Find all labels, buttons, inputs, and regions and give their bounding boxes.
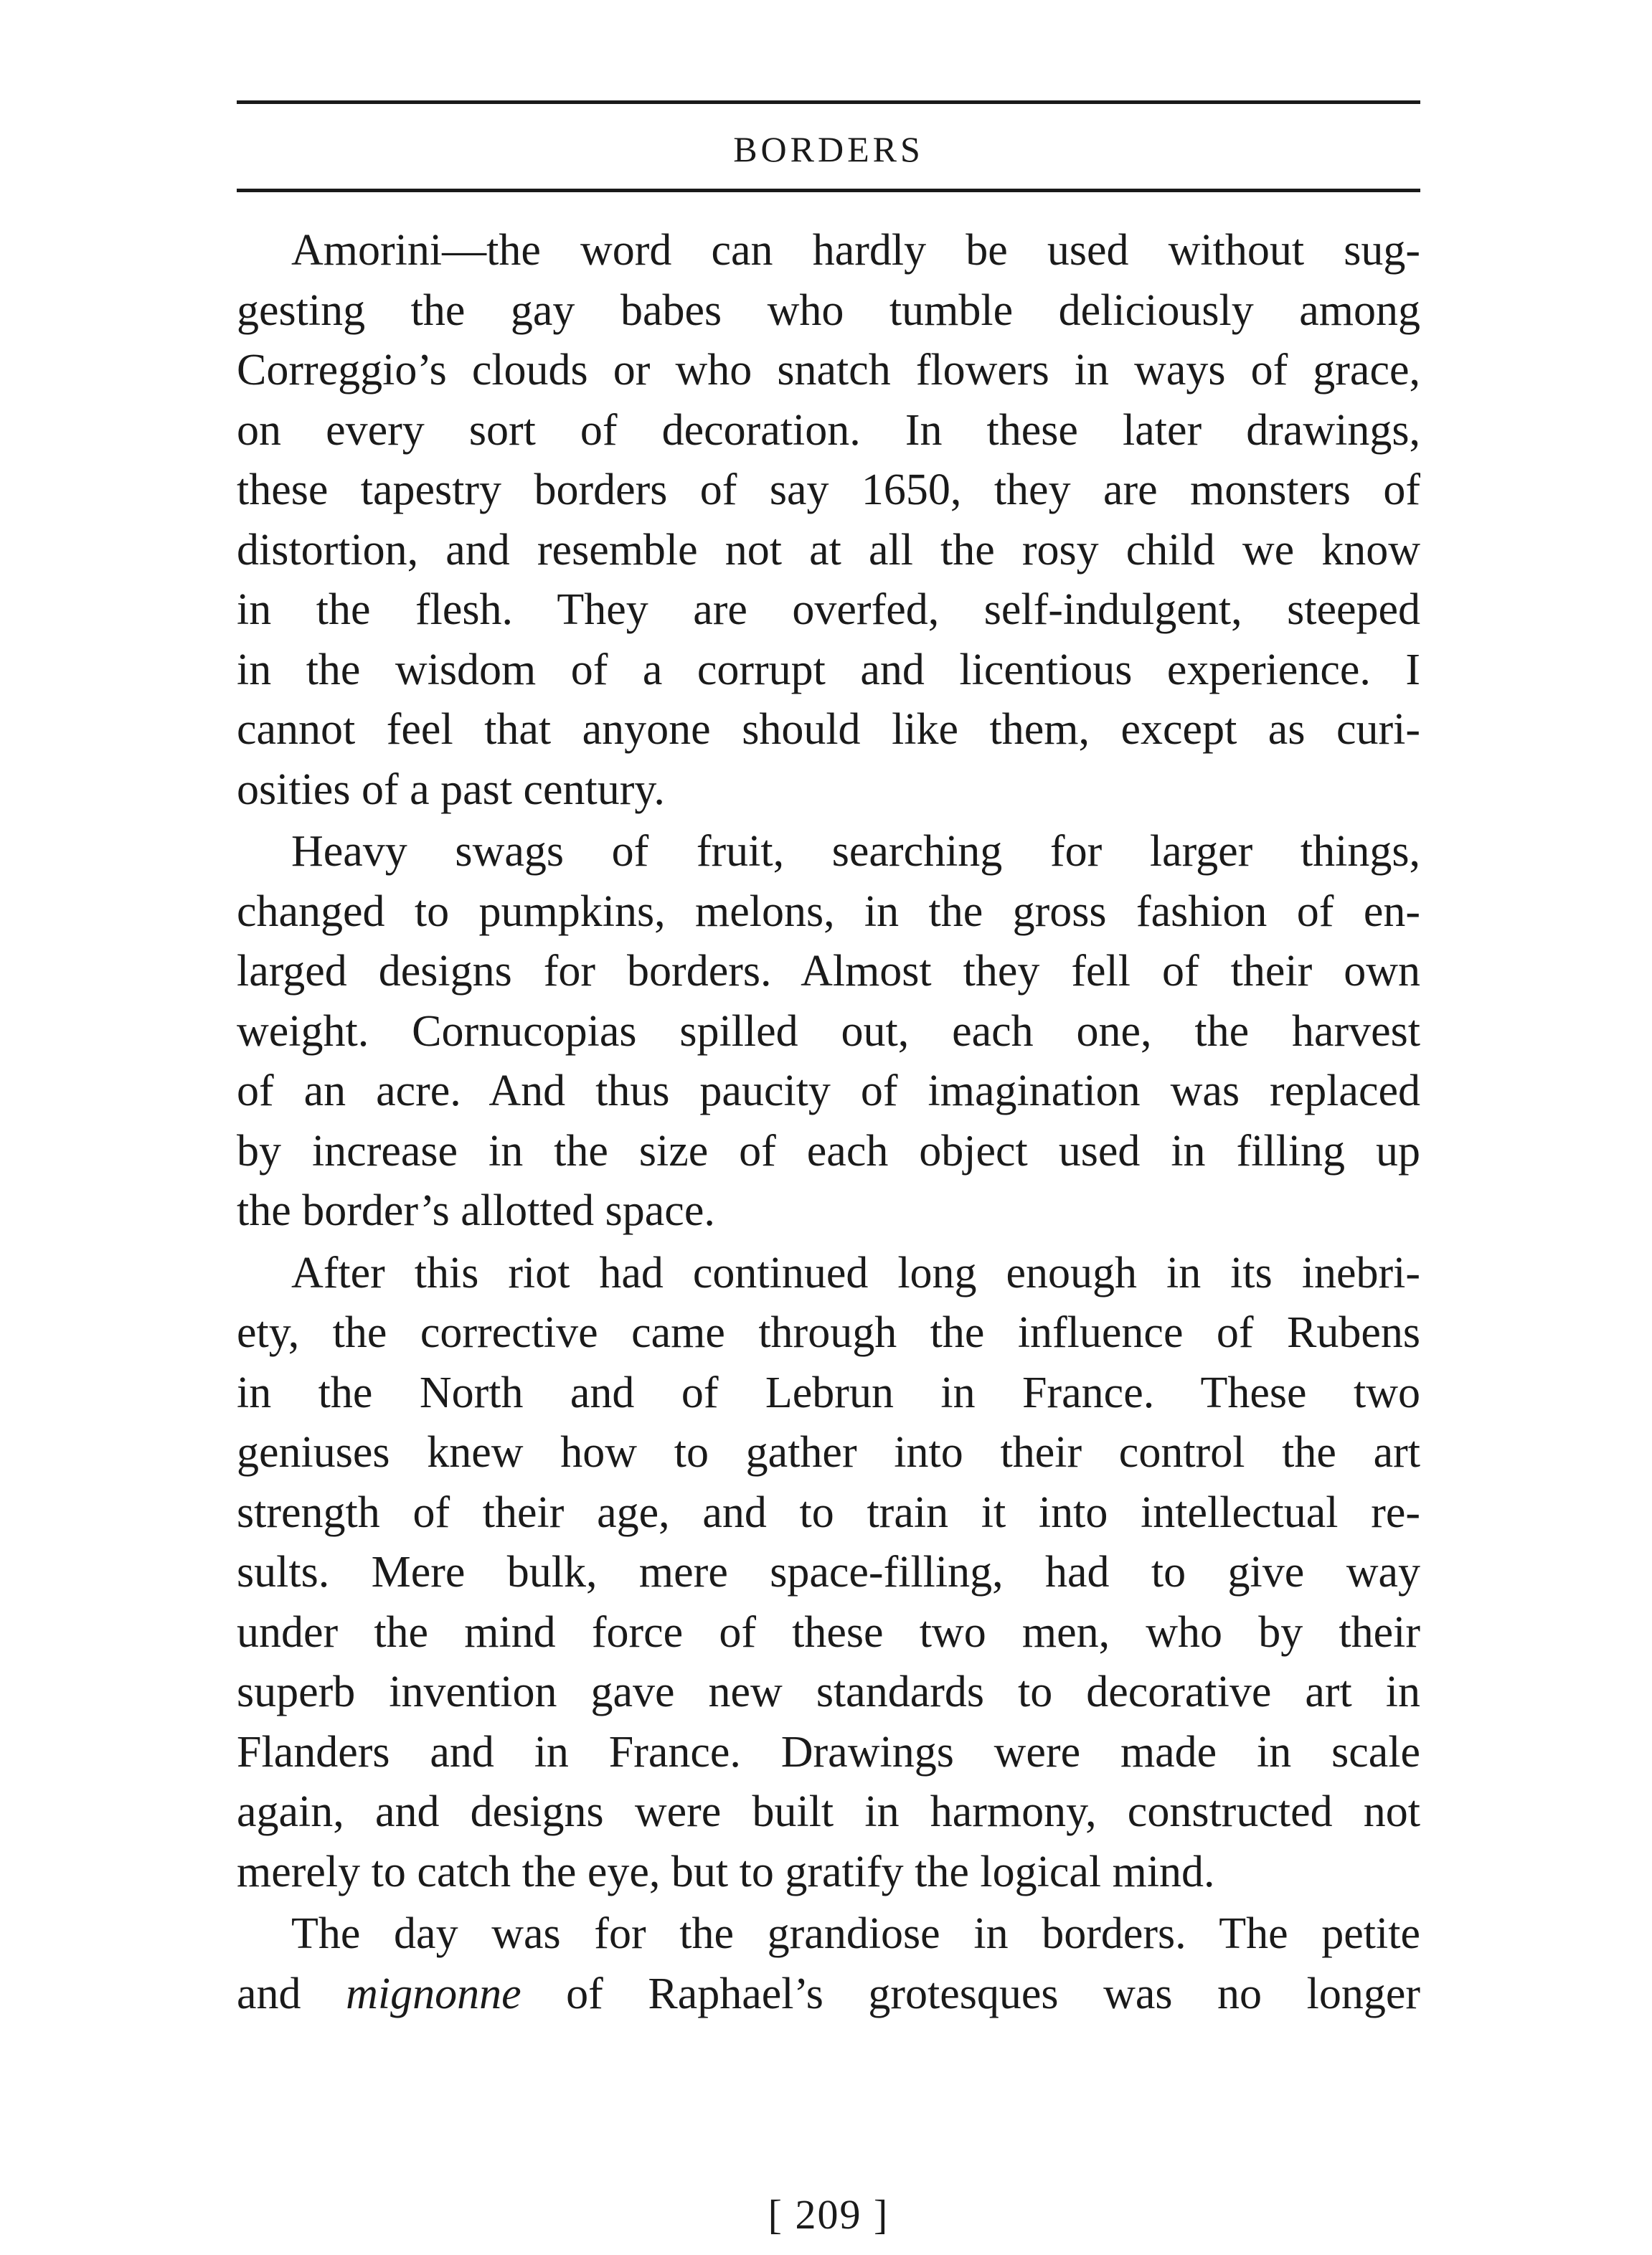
text-run: of Raphael’s grotesques was no longer — [521, 1969, 1420, 2018]
running-title: BORDERS — [733, 129, 924, 169]
text-line: by increase in the size of each object used in filling up — [237, 1126, 1420, 1176]
text-line: geniuses knew how to gather into their control the art — [237, 1428, 1420, 1477]
text-line: merely to catch the eye, but to gratify the logical mind. — [237, 1847, 1215, 1896]
text-run: and — [237, 1969, 346, 2018]
paragraph-4 — [237, 1904, 1420, 2024]
text-line: the border’s allotted space. — [237, 1186, 715, 1235]
text-line-with-italic — [237, 1965, 1420, 2025]
paragraph-1 — [237, 221, 1420, 820]
text-line: Correggio’s clouds or who snatch flowers in ways of grace, — [237, 346, 1420, 394]
text-line: ety, the corrective came through the influence of Rubens — [237, 1308, 1420, 1357]
text-line: osities of a past century. — [237, 765, 665, 814]
text-line: strength of their age, and to train it into intellectual re- — [237, 1488, 1420, 1537]
text-line: on every sort of decoration. In these later drawings, — [237, 405, 1420, 455]
text-line: in the flesh. They are overfed, self-indulgent, steeped — [237, 585, 1420, 634]
text-line: Flanders and in France. Drawings were made in scale — [237, 1727, 1420, 1777]
text-line: The day was for the grandiose in borders. The petite — [291, 1909, 1420, 1958]
text-line: gesting the gay babes who tumble deliciously among — [237, 285, 1420, 335]
page-number: [ 209 ] — [768, 2191, 889, 2238]
text-line: After this riot had continued long enough in its inebri- — [291, 1248, 1420, 1297]
body-text — [237, 221, 1420, 2024]
text-line: Amorini—the word can hardly be used without sug- — [291, 226, 1420, 275]
text-line: these tapestry borders of say 1650, they are monsters of — [237, 465, 1420, 514]
paragraph-2 — [237, 822, 1420, 1242]
text-line: sults. Mere bulk, mere space-filling, had to give way — [237, 1548, 1420, 1597]
paragraph-3 — [237, 1244, 1420, 1903]
text-line: again, and designs were built in harmony, constructed not — [237, 1787, 1420, 1836]
text-line: of an acre. And thus paucity of imagination was replaced — [237, 1067, 1420, 1115]
text-line: cannot feel that anyone should like them, except as curi- — [237, 705, 1420, 754]
text-line: Heavy swags of fruit, searching for larger things, — [291, 827, 1420, 876]
text-line: in the North and of Lebrun in France. These two — [237, 1368, 1420, 1417]
text-line: weight. Cornucopias spilled out, each one, the harvest — [237, 1006, 1420, 1056]
text-line: changed to pumpkins, melons, in the gross fashion of en- — [237, 887, 1420, 936]
text-line: larged designs for borders. Almost they fell of their own — [237, 947, 1420, 996]
header-rule-bottom — [237, 189, 1420, 192]
italic-word: mignonne — [346, 1969, 521, 2018]
text-line: in the wisdom of a corrupt and licentious experience. I — [237, 645, 1420, 694]
header-rule-top — [237, 100, 1420, 104]
text-line: distortion, and resemble not at all the rosy child we know — [237, 525, 1420, 575]
text-line: superb invention gave new standards to decorative art in — [237, 1668, 1420, 1716]
book-page — [237, 100, 1420, 2238]
text-line: under the mind force of these two men, who by their — [237, 1607, 1420, 1657]
